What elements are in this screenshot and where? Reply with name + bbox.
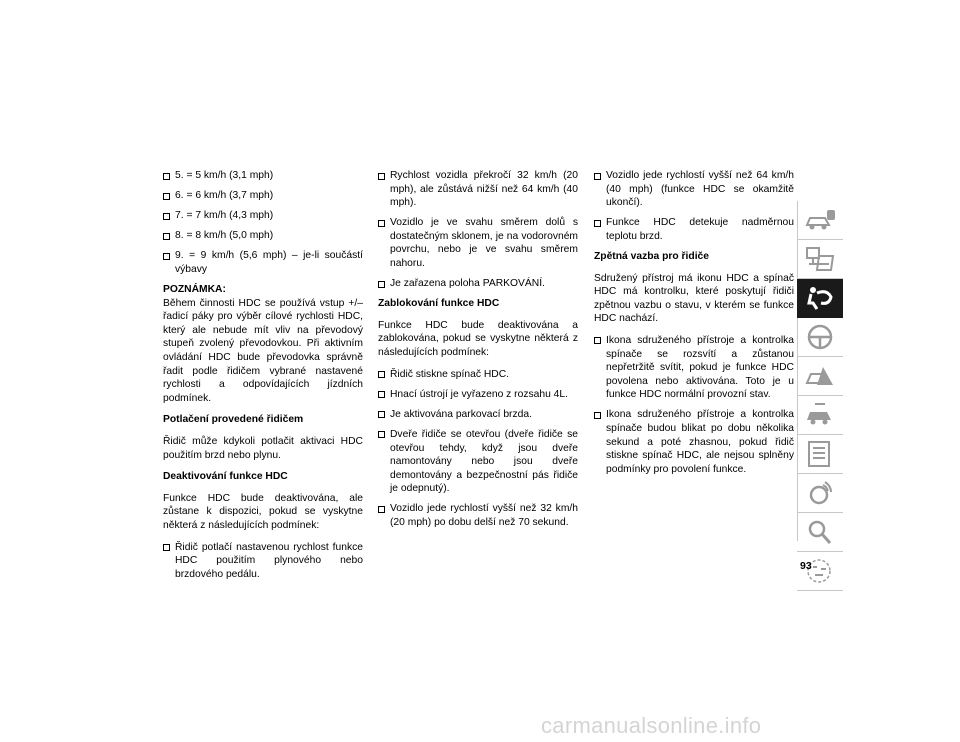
list-item: Hnací ústrojí je vyřazeno z rozsahu 4L. (378, 388, 578, 402)
page-number: 93 (800, 560, 812, 572)
speed-list (163, 169, 363, 277)
disable-list (378, 368, 578, 530)
feedback-list (594, 334, 794, 476)
list-item: Vozidlo jede rychlostí vyšší než 32 km/h (20 mph) po dobu delší než 70 sekund. (378, 502, 578, 529)
list-item: 5. = 5 km/h (3,1 mph) (163, 169, 363, 183)
list-item: Ikona sdruženého přístroje a kontrolka spínače se rozsvítí a zůstanou nepřetržitě svítit, pokud je funkce HDC povolena nebo aktivována. Toto je u funkce HDC normální provozní stav. (594, 334, 794, 402)
text-column-2 (378, 169, 578, 536)
tab-car-info[interactable] (797, 201, 843, 240)
text-column-3 (594, 169, 794, 483)
list-item: Vozidlo jede rychlostí vyšší než 64 km/h (40 mph) (funkce HDC se okamžitě ukončí). (594, 169, 794, 210)
checkbox-bullet-icon (163, 213, 170, 220)
magnifier-icon (803, 517, 837, 547)
disable-text: Funkce HDC bude deaktivována a zablokována, pokud se vyskytne některá z následujících podmínek: (378, 319, 578, 359)
list-item: Řidič stiskne spínač HDC. (378, 368, 578, 382)
car-info-icon (803, 205, 837, 235)
list-item: Rychlost vozidla překročí 32 km/h (20 mph), ale zůstává nižší než 64 km/h (40 mph). (378, 169, 578, 210)
tab-specifications[interactable] (797, 435, 843, 474)
checkbox-bullet-icon (163, 193, 170, 200)
checkbox-bullet-icon (378, 391, 385, 398)
list-item: Řidič potlačí nastavenou rychlost funkce HDC použitím plynového nebo brzdového pedálu. (163, 541, 363, 582)
checkbox-bullet-icon (163, 233, 170, 240)
list-item: Funkce HDC detekuje nadměrnou teplotu brzd. (594, 216, 794, 243)
checkbox-bullet-icon (378, 506, 385, 513)
override-text: Řidič může kdykoli potlačit aktivaci HDC použitím brzd nebo plynu. (163, 436, 363, 461)
tab-safety[interactable] (797, 279, 843, 318)
tab-dashboard[interactable] (797, 240, 843, 279)
checkbox-bullet-icon (378, 173, 385, 180)
list-item: Dveře řidiče se otevřou (dveře řidiče se otevřou tehdy, když jsou dveře namontovány nebo jsou dveře demontovány a bezpečnostní pás řidiče je odepnutý). (378, 428, 578, 496)
checkbox-bullet-icon (594, 337, 601, 344)
note-text: Během činnosti HDC se používá vstup +/– řadicí páky pro výběr cílové rychlosti HDC, který ale nebude mít vliv na převodový stupeň zvolený převodovkou. Při aktivním ovládání HDC bude převodovka správně řadit podle řidičem vybrané nastavené rychlosti a odpovídajících jízdních podmínek. (163, 297, 363, 404)
text-column-1 (163, 169, 363, 588)
tab-emergency[interactable] (797, 357, 843, 396)
list-item: 6. = 6 km/h (3,7 mph) (163, 189, 363, 203)
safety-airbag-icon (803, 283, 837, 313)
checkbox-bullet-icon (378, 431, 385, 438)
tab-index-search[interactable] (797, 513, 843, 552)
list-item: 8. = 8 km/h (5,0 mph) (163, 229, 363, 243)
deactivation-list (163, 541, 363, 582)
multimedia-icon (803, 478, 837, 508)
checkbox-bullet-icon (378, 220, 385, 227)
checkbox-bullet-icon (163, 253, 170, 260)
checkbox-bullet-icon (378, 281, 385, 288)
tab-multimedia[interactable] (797, 474, 843, 513)
list-item: 9. = 9 km/h (5,6 mph) – je-li součástí výbavy (163, 249, 363, 276)
watermark: carmanualsonline.info (541, 713, 762, 738)
dashboard-message-icon (803, 244, 837, 274)
checkbox-bullet-icon (163, 173, 170, 180)
checkbox-bullet-icon (163, 544, 170, 551)
deactivation-conditions-list (378, 169, 578, 291)
checkbox-bullet-icon (594, 173, 601, 180)
tab-starting[interactable] (797, 318, 843, 357)
list-item: Ikona sdruženého přístroje a kontrolka spínače budou blikat po dobu několika sekund a poté zhasnou, pokud řidič stiskne spínač HDC, ale nejsou splněny podmínky pro povolení funkce. (594, 408, 794, 476)
car-service-icon (803, 400, 837, 430)
list-item: Je aktivována parkovací brzda. (378, 408, 578, 422)
disable-conditions-list-cont (594, 169, 794, 243)
list-item: Vozidlo je ve svahu směrem dolů s dostatečným sklonem, je na vodorovném povrchu, nebo je ve svahu směrem nahoru. (378, 216, 578, 270)
section-heading-deactivation: Deaktivování funkce HDC (163, 471, 288, 483)
chapter-tabs (797, 201, 843, 591)
checkbox-bullet-icon (378, 371, 385, 378)
deactivation-text: Funkce HDC bude deaktivována, ale zůstane k dispozici, pokud se vyskytne některá z následujících podmínek: (163, 492, 363, 531)
tab-service[interactable] (797, 396, 843, 435)
checkbox-bullet-icon (594, 412, 601, 419)
list-item: 7. = 7 km/h (4,3 mph) (163, 209, 363, 223)
feedback-text: Sdružený přístroj má ikonu HDC a spínač HDC má kontrolku, které poskytují řidiči zpětnou vazbu o stavu, v kterém se funkce HDC nachází. (594, 272, 794, 325)
section-heading-override: Potlačení provedené řidičem (163, 414, 304, 426)
checkbox-bullet-icon (378, 411, 385, 418)
section-heading-disable: Zablokování funkce HDC (378, 298, 500, 310)
steering-wheel-icon (803, 322, 837, 352)
checkbox-bullet-icon (594, 220, 601, 227)
section-heading-feedback: Zpětná vazba pro řidiče (594, 250, 710, 262)
note-heading: POZNÁMKA: (163, 284, 226, 296)
specifications-list-icon (803, 439, 837, 469)
list-item: Je zařazena poloha PARKOVÁNÍ. (378, 277, 578, 291)
warning-car-icon (803, 361, 837, 391)
